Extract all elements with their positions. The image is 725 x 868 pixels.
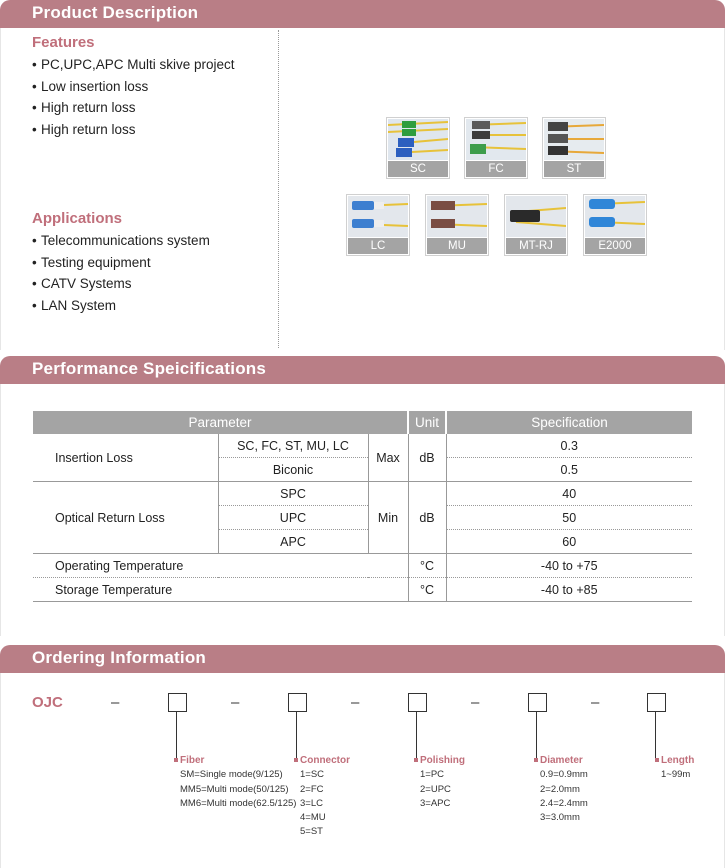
operating-temp-label: Operating Temperature <box>33 554 408 578</box>
operating-temp-unit: °C <box>408 554 446 578</box>
list-item: • High return loss <box>32 119 235 141</box>
list-item: 0.9=0.9mm <box>540 769 588 781</box>
length-code-box <box>647 693 666 712</box>
applications-list <box>32 230 210 316</box>
connector-code-box <box>288 693 307 712</box>
fiber-legend <box>180 754 296 811</box>
polishing-code-box <box>408 693 427 712</box>
header-unit: Unit <box>408 411 446 434</box>
storage-temp-unit: °C <box>408 578 446 602</box>
list-item: 1=SC <box>300 769 325 781</box>
separator-dash: – <box>231 694 240 711</box>
connector-caption: MU <box>427 238 487 254</box>
connector-image-mtrj <box>504 194 568 256</box>
list-item: SM=Single mode(9/125) <box>180 769 283 781</box>
fiber-code-box <box>168 693 187 712</box>
table-row <box>33 554 692 578</box>
separator-dash: – <box>591 694 600 711</box>
features-heading: Features <box>32 34 95 51</box>
insertion-unit: dB <box>408 434 446 482</box>
operating-temp-value: -40 to +75 <box>446 554 692 578</box>
return-qualifier: Min <box>368 482 408 554</box>
polishing-leader-line <box>416 712 417 758</box>
return-value: 60 <box>446 530 692 554</box>
connector-caption: MT-RJ <box>506 238 566 254</box>
connector-image-e2000 <box>583 194 647 256</box>
list-item: MM5=Multi mode(50/125) <box>180 783 289 795</box>
ordering-prefix: OJC <box>32 694 63 711</box>
ordering-header <box>0 645 725 673</box>
length-leader-line <box>655 712 656 758</box>
list-item: • Telecommunications system <box>32 230 210 252</box>
connector-image-lc <box>346 194 410 256</box>
diameter-label: Diameter <box>540 754 588 768</box>
polishing-label: Polishing <box>420 754 465 768</box>
list-item: • PC,UPC,APC Multi skive project <box>32 54 235 76</box>
return-type: UPC <box>218 506 368 530</box>
length-label: Length <box>661 754 694 768</box>
list-item: 2=2.0mm <box>540 783 580 795</box>
fiber-leader-line <box>176 712 177 758</box>
diameter-leader-line <box>536 712 537 758</box>
list-item: • Testing equipment <box>32 252 210 274</box>
connector-caption: SC <box>388 161 448 177</box>
fc-connector-icon <box>466 119 526 160</box>
fiber-label: Fiber <box>180 754 296 768</box>
list-item: 2.4=2.4mm <box>540 797 588 809</box>
storage-temp-value: -40 to +85 <box>446 578 692 602</box>
separator-dash: – <box>471 694 480 711</box>
connector-image-st <box>542 117 606 179</box>
insertion-type: SC, FC, ST, MU, LC <box>218 434 368 458</box>
table-row <box>33 578 692 602</box>
return-type: APC <box>218 530 368 554</box>
st-connector-icon <box>544 119 604 160</box>
features-list <box>32 54 235 140</box>
diameter-legend <box>540 754 588 825</box>
lc-connector-icon <box>348 196 408 237</box>
storage-temp-label: Storage Temperature <box>33 578 408 602</box>
list-item: 4=MU <box>300 812 326 824</box>
list-item: • LAN System <box>32 295 210 317</box>
mtrj-connector-icon <box>506 196 566 237</box>
insertion-type: Biconic <box>218 458 368 482</box>
list-item: 1=PC <box>420 769 445 781</box>
list-item: 5=ST <box>300 826 323 838</box>
section-title: Product Description <box>32 3 199 22</box>
table-row <box>33 434 692 458</box>
ordering-body <box>0 673 725 868</box>
list-item: 2=UPC <box>420 783 451 795</box>
list-item: 3=LC <box>300 797 323 809</box>
list-item: 3=3.0mm <box>540 812 580 824</box>
header-specification: Specification <box>446 411 692 434</box>
return-type: SPC <box>218 482 368 506</box>
connector-image-sc <box>386 117 450 179</box>
list-item: 3=APC <box>420 797 451 809</box>
connector-leader-line <box>296 712 297 758</box>
return-loss-label: Optical Return Loss <box>33 482 218 554</box>
separator-dash: – <box>111 694 120 711</box>
connector-caption: LC <box>348 238 408 254</box>
sc-connector-icon <box>388 119 448 160</box>
list-item: MM6=Multi mode(62.5/125) <box>180 797 297 809</box>
mu-connector-icon <box>427 196 487 237</box>
list-item: • CATV Systems <box>32 273 210 295</box>
e2000-connector-icon <box>585 196 645 237</box>
list-item: • Low insertion loss <box>32 76 235 98</box>
connector-caption: E2000 <box>585 238 645 254</box>
list-item: 2=FC <box>300 783 324 795</box>
separator-dash: – <box>351 694 360 711</box>
connector-image-fc <box>464 117 528 179</box>
connector-legend <box>300 754 350 840</box>
table-row <box>33 482 692 506</box>
connector-caption: ST <box>544 161 604 177</box>
return-value: 40 <box>446 482 692 506</box>
insertion-value: 0.3 <box>446 434 692 458</box>
insertion-value: 0.5 <box>446 458 692 482</box>
section-title: Performance Speicifications <box>32 359 267 378</box>
return-unit: dB <box>408 482 446 554</box>
vertical-divider <box>278 30 279 348</box>
applications-heading: Applications <box>32 210 123 227</box>
performance-table <box>33 411 692 602</box>
table-header-row <box>33 411 692 434</box>
performance-header <box>0 356 725 384</box>
length-legend <box>661 754 694 783</box>
header-parameter: Parameter <box>33 411 408 434</box>
insertion-qualifier: Max <box>368 434 408 482</box>
polishing-legend <box>420 754 465 811</box>
connector-label: Connector <box>300 754 350 768</box>
diameter-code-box <box>528 693 547 712</box>
return-value: 50 <box>446 506 692 530</box>
list-item: • High return loss <box>32 97 235 119</box>
connector-image-mu <box>425 194 489 256</box>
product-description-header <box>0 0 725 28</box>
insertion-loss-label: Insertion Loss <box>33 434 218 482</box>
list-item: 1~99m <box>661 769 691 781</box>
section-title: Ordering Information <box>32 648 206 667</box>
connector-caption: FC <box>466 161 526 177</box>
